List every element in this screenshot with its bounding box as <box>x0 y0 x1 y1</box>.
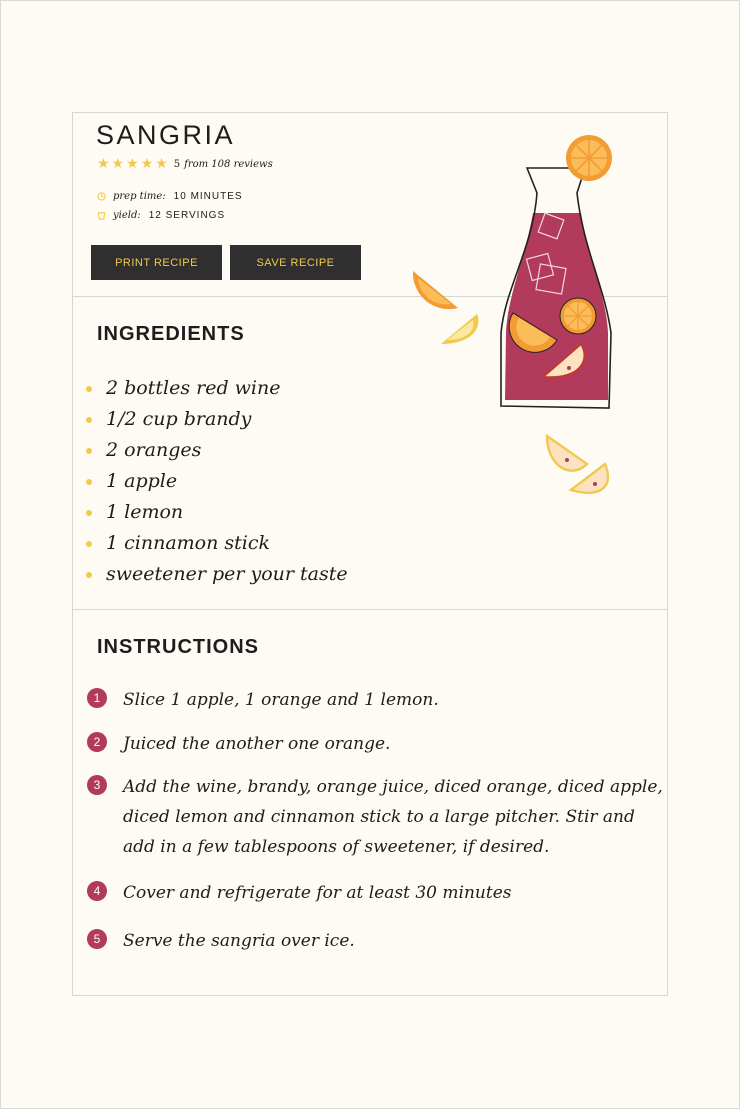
ingredient-text: 2 bottles red wine <box>106 376 281 399</box>
rating <box>97 156 273 172</box>
step-number: 5 <box>87 929 107 949</box>
ingredient-text: 2 oranges <box>106 438 202 461</box>
ingredients-divider <box>72 609 668 610</box>
orange-slice-icon <box>560 298 596 334</box>
list-item <box>86 496 348 527</box>
ingredients-heading: INGREDIENTS <box>97 323 245 345</box>
ingredient-text: 1 cinnamon stick <box>106 531 270 554</box>
sangria-pitcher-illustration <box>405 128 620 500</box>
yield <box>97 210 225 221</box>
step-text: Cover and refrigerate for at least 30 minutes <box>123 883 512 903</box>
rating-stars-icon: ★★★★★ <box>97 156 170 172</box>
step-number: 3 <box>87 775 107 795</box>
step-text: Slice 1 apple, 1 orange and 1 lemon. <box>123 690 439 710</box>
list-item <box>86 372 348 403</box>
rating-reviews-text: from 108 reviews <box>184 158 273 170</box>
ingredient-text: 1/2 cup brandy <box>106 407 252 430</box>
step-number: 2 <box>87 732 107 752</box>
save-recipe-button[interactable]: SAVE RECIPE <box>230 245 361 280</box>
orange-slice-icon <box>566 135 612 181</box>
bullet-icon <box>86 417 92 423</box>
list-item <box>86 465 348 496</box>
list-item <box>86 434 348 465</box>
list-item <box>86 527 348 558</box>
prep-time <box>97 191 243 202</box>
list-item <box>86 558 348 589</box>
apple-slice-icon <box>547 436 587 471</box>
print-recipe-button[interactable]: PRINT RECIPE <box>91 245 222 280</box>
list-item <box>86 403 348 434</box>
lemon-wedge-icon <box>441 314 478 344</box>
yield-value: 12 SERVINGS <box>148 210 226 221</box>
bullet-icon <box>86 541 92 547</box>
recipe-title: SANGRIA <box>96 120 236 150</box>
yield-label: yield: <box>113 210 141 221</box>
instruction-step <box>87 729 663 759</box>
orange-wedge-icon <box>413 271 458 309</box>
ingredient-text: 1 apple <box>106 469 178 492</box>
ingredient-text: sweetener per your taste <box>106 562 348 585</box>
prep-time-value: 10 MINUTES <box>173 191 243 202</box>
step-text: Juiced the another one orange. <box>123 734 391 754</box>
bullet-icon <box>86 572 92 578</box>
bullet-icon <box>86 448 92 454</box>
bullet-icon <box>86 510 92 516</box>
instruction-step <box>87 878 663 908</box>
bullet-icon <box>86 386 92 392</box>
ingredients-list <box>86 372 348 589</box>
bullet-icon <box>86 479 92 485</box>
prep-time-label: prep time: <box>113 191 166 202</box>
step-number: 1 <box>87 688 107 708</box>
step-number: 4 <box>87 881 107 901</box>
step-text: Serve the sangria over ice. <box>123 931 355 951</box>
ingredient-text: 1 lemon <box>106 500 184 523</box>
instructions-heading: INSTRUCTIONS <box>97 636 259 658</box>
instruction-step <box>87 685 663 715</box>
instruction-step <box>87 772 663 862</box>
rating-value: 5 <box>173 158 181 170</box>
step-text: Add the wine, brandy, orange juice, diced orange, diced apple, diced lemon and cinnamon stick to a large pitcher. Stir and add in a few tablespoons of sweetener, if desired. <box>123 777 663 857</box>
cup-icon <box>97 211 106 220</box>
clock-icon <box>97 192 106 201</box>
instruction-step <box>87 926 663 956</box>
